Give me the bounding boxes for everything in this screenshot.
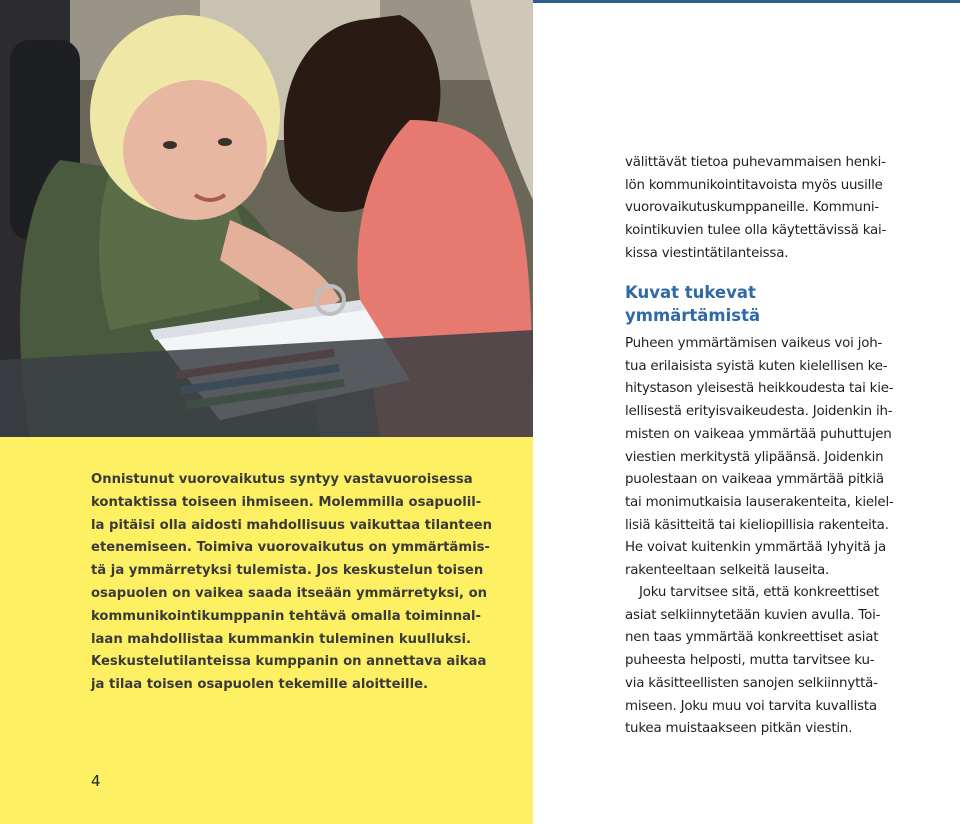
text-line: Joku tarvitsee sitä, että konkreettiset xyxy=(639,585,879,600)
text-line: miseen. Joku muu voi tarvita kuvallista xyxy=(625,698,877,714)
text-line: lellisestä erityisvaikeudesta. Joidenkin ih- xyxy=(625,404,893,420)
caption-line: Onnistunut vuorovaikutus syntyy vastavuoroisessa xyxy=(91,472,473,487)
heading-line: ymmärtämistä xyxy=(625,306,761,325)
page-number: 4 xyxy=(91,772,101,790)
photo-child-and-adult xyxy=(0,0,533,437)
text-line: tai monimutkaisia lauserakenteita, kielel- xyxy=(625,494,894,510)
text-line: vuorovaikutuskumppaneille. Kommuni- xyxy=(625,200,880,216)
text-line: rakenteeltaan selkeitä lauseita. xyxy=(625,563,830,579)
caption-line: kontaktissa toiseen ihmiseen. Molemmilla osapuolil- xyxy=(91,494,482,510)
caption-line: Keskustelutilanteissa kumppanin on annettava aikaa xyxy=(91,654,487,670)
text-line: puolestaan on vaikeaa ymmärtää pitkiä xyxy=(625,472,884,488)
caption-text xyxy=(91,469,492,697)
text-line: lisiä käsitteitä tai kieliopillisia rakenteita. xyxy=(625,517,889,533)
text-line: lön kommunikointitavoista myös uusille xyxy=(625,177,883,193)
caption-line: osapuolen on vaikea saada itseään ymmärretyksi, on xyxy=(91,585,488,601)
text-line: nen taas ymmärtää konkreettiset asiat xyxy=(625,630,879,646)
intro-paragraph xyxy=(625,152,887,266)
body-paragraph-1 xyxy=(625,333,894,583)
text-line: tua erilaisista syistä kuten kielellisen ke- xyxy=(625,358,888,374)
body-paragraph-2 xyxy=(625,582,881,741)
text-line: tukea muistaakseen pitkän viestin. xyxy=(625,721,853,737)
caption-line: etenemiseen. Toimiva vuorovaikutus on ymmärtämis- xyxy=(91,540,490,556)
text-line: misten on vaikeaa ymmärtää puhuttujen xyxy=(625,426,892,442)
caption-line: la pitäisi olla aidosti mahdollisuus vaikuttaa tilanteen xyxy=(91,517,492,533)
text-line: Puheen ymmärtämisen vaikeus voi joh- xyxy=(625,336,883,351)
heading-line: Kuvat tukevat xyxy=(625,283,756,302)
top-rule xyxy=(533,0,960,3)
text-line: hitystason yleisestä heikkoudesta tai kie- xyxy=(625,381,894,397)
text-line: välittävät tietoa puhevammaisen henki- xyxy=(625,155,886,170)
caption-line: laan mahdollistaa kummankin tuleminen kuulluksi. xyxy=(91,631,471,647)
text-line: kissa viestintätilanteissa. xyxy=(625,245,789,261)
caption-line: ja tilaa toisen osapuolen tekemille aloitteille. xyxy=(91,677,429,693)
text-line: via käsitteellisten sanojen selkiinnyttä- xyxy=(625,675,878,691)
text-line: puheesta helposti, mutta tarvitsee ku- xyxy=(625,653,875,669)
text-line: kointikuvien tulee olla käytettävissä kai- xyxy=(625,223,887,239)
text-line: asiat selkiinnytetään kuvien avulla. Toi- xyxy=(625,607,881,623)
section-heading xyxy=(625,281,760,327)
caption-line: kommunikointikumppanin tehtävä omalla toiminnal- xyxy=(91,608,482,624)
caption-line: tä ja ymmärretyksi tulemista. Jos keskustelun toisen xyxy=(91,563,484,579)
text-line: He voivat kuitenkin ymmärtää lyhyitä ja xyxy=(625,540,887,556)
text-line: viestien merkitystä ylipäänsä. Joidenkin xyxy=(625,449,884,465)
